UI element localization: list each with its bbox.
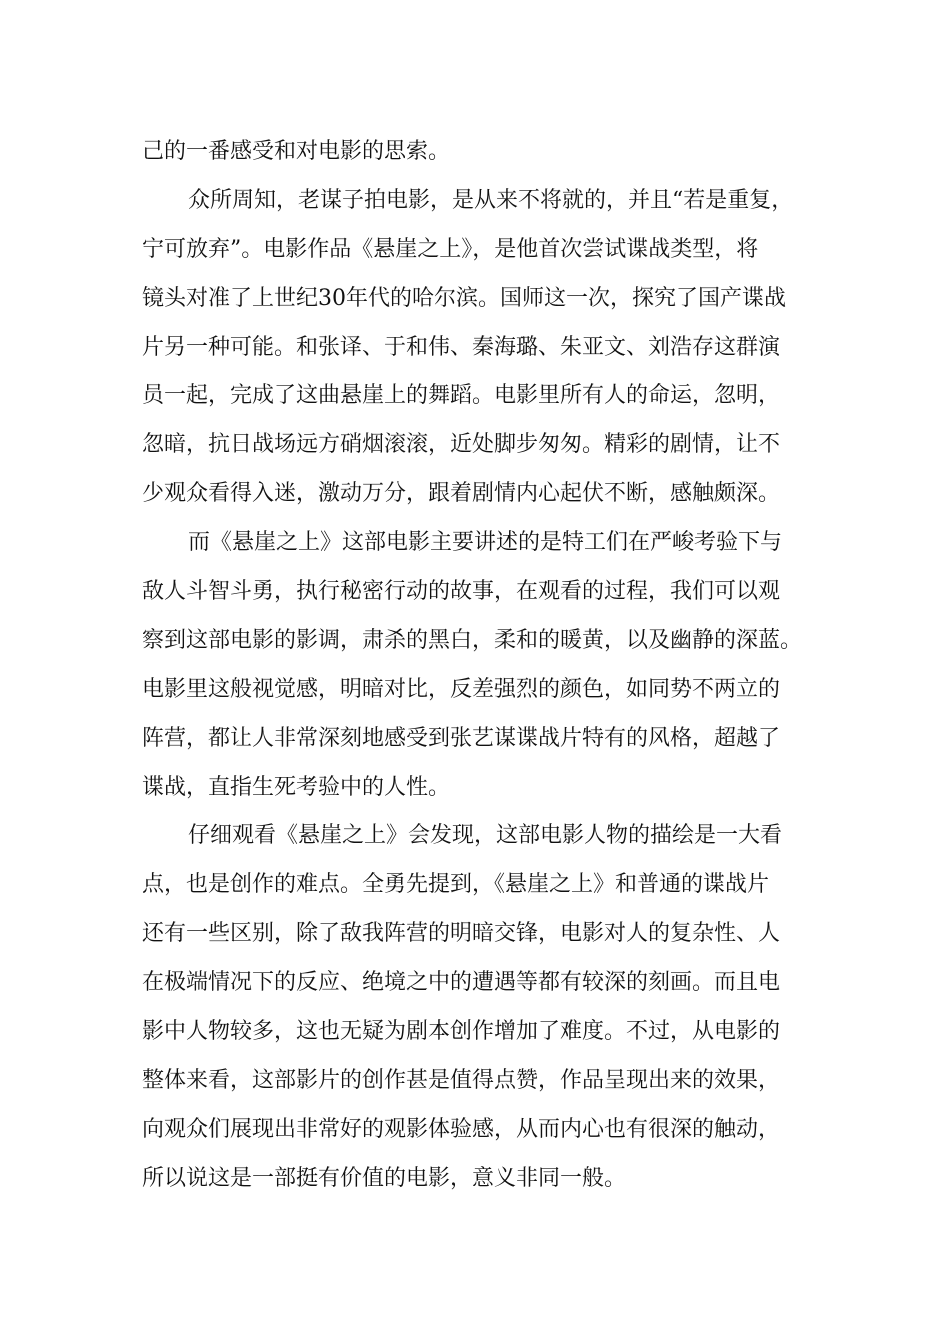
text-line: 阵营，都让人非常深刻地感受到张艺谋谍战片特有的风格，超越了 xyxy=(142,725,781,751)
text-line: 向观众们展现出非常好的观影体验感，从而内心也有很深的触动， xyxy=(142,1116,781,1142)
text-line: 谍战，直指生死考验中的人性。 xyxy=(142,774,451,800)
text-line: 敌人斗智斗勇，执行秘密行动的故事，在观看的过程，我们可以观 xyxy=(142,579,781,605)
text-line: 电影里这般视觉感，明暗对比，反差强烈的颜色，如同势不两立的 xyxy=(142,676,781,702)
text-line: 己的一番感受和对电影的思索。 xyxy=(142,139,451,164)
text-line: 点，也是创作的难点。全勇先提到，《悬崖之上》和普通的谍战片 xyxy=(142,872,770,898)
text-line: 在极端情况下的反应、绝境之中的遭遇等都有较深的刻画。而且电 xyxy=(142,970,781,996)
text-line: 众所周知，老谋子拍电影，是从来不将就的，并且“若是重复， xyxy=(188,187,794,213)
text-line: 而《悬崖之上》这部电影主要讲述的是特工们在严峻考验下与 xyxy=(188,530,783,556)
text-line: 忽暗，抗日战场远方硝烟滚滚，近处脚步匆匆。精彩的剧情，让不 xyxy=(142,432,781,458)
text-line: 影中人物较多，这也无疑为剧本创作增加了难度。不过，从电影的 xyxy=(142,1019,781,1045)
text-line: 宁可放弃”。电影作品《悬崖之上》，是他首次尝试谍战类型，将 xyxy=(142,236,759,262)
text-line: 员一起，完成了这曲悬崖上的舞蹈。电影里所有人的命运，忽明， xyxy=(142,383,781,409)
article-body xyxy=(142,128,822,1204)
text-line: 少观众看得入迷，激动万分，跟着剧情内心起伏不断，感触颇深。 xyxy=(142,481,781,507)
text-line: 整体来看，这部影片的创作甚是值得点赞，作品呈现出来的效果， xyxy=(142,1067,781,1093)
text-line: 还有一些区别，除了敌我阵营的明暗交锋，电影对人的复杂性、人 xyxy=(142,921,781,947)
text-line: 片另一种可能。和张译、于和伟、秦海璐、朱亚文、刘浩存这群演 xyxy=(142,334,781,360)
text-line: 察到这部电影的影调，肃杀的黑白，柔和的暖黄，以及幽静的深蓝。 xyxy=(142,627,803,653)
text-line: 所以说这是一部挺有价值的电影，意义非同一般。 xyxy=(142,1165,627,1191)
text-line: 仔细观看《悬崖之上》会发现，这部电影人物的描绘是一大看 xyxy=(188,823,783,849)
text-line: 镜头对准了上世纪30年代的哈尔滨。国师这一次，探究了国产谍战 xyxy=(142,285,786,311)
